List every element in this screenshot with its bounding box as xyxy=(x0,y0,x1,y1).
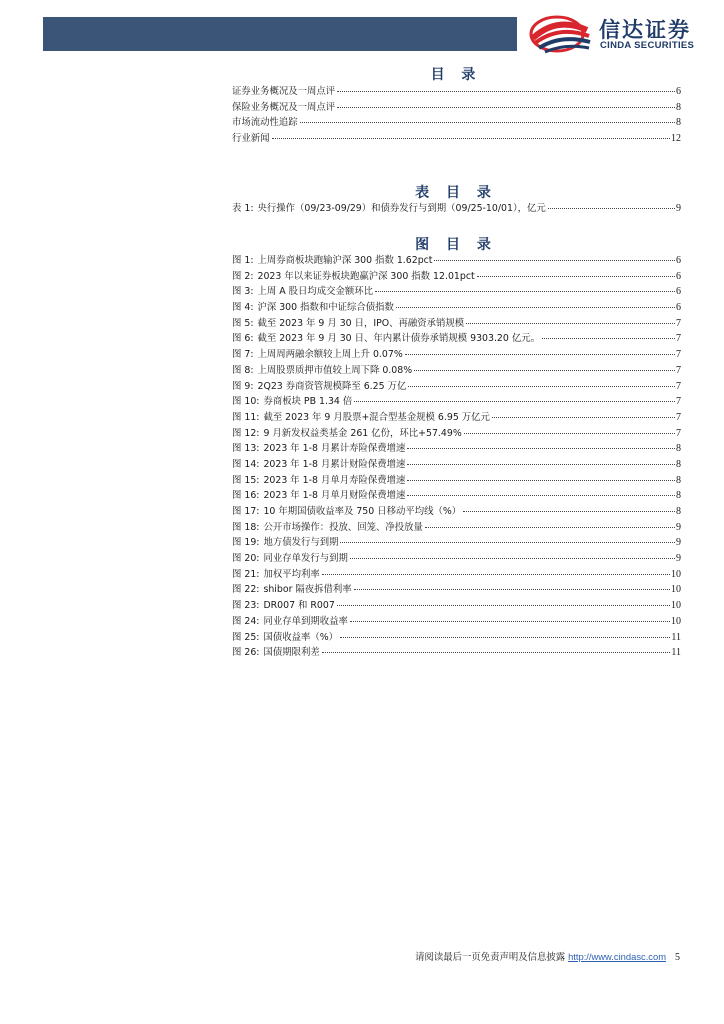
figure-entry[interactable] xyxy=(232,330,681,346)
figure-entry-page-number: 8 xyxy=(676,443,681,455)
table-entry-page-number: 9 xyxy=(676,203,681,214)
dot-leader xyxy=(322,652,671,653)
cinda-logo-icon xyxy=(527,12,593,54)
figure-entry-page-number: 11 xyxy=(671,631,681,643)
figure-entry-text: 截至 2023 年 9 月 30 日，IPO、再融资承销规模 xyxy=(257,317,465,329)
dot-leader xyxy=(354,589,670,590)
toc-entry-text: 市场流动性追踪 xyxy=(232,117,298,129)
figure-entry-text: 上周 A 股日均成交金额环比 xyxy=(257,286,373,298)
figure-entry-label: 图 8: xyxy=(232,364,254,376)
figure-entry-text: 国债期限利差 xyxy=(263,647,320,659)
figure-entry[interactable] xyxy=(232,378,681,394)
dot-leader xyxy=(477,276,675,277)
figure-entry-text: 2023 年以来证券板块跑赢沪深 300 指数 12.01pct xyxy=(257,270,475,282)
figure-entry-page-number: 9 xyxy=(676,521,681,533)
figure-entry-text: 2023 年 1-8 月单月寿险保费增速 xyxy=(263,474,406,486)
dot-leader xyxy=(350,621,670,622)
dot-leader xyxy=(425,527,675,528)
toc-entry-page-number: 6 xyxy=(676,86,681,97)
figure-entry-label: 图 25: xyxy=(232,631,260,643)
dot-leader xyxy=(396,307,675,308)
toc-title: 目 录 xyxy=(430,67,482,83)
figure-entry-text: 上周股票质押市值较上周下降 0.08% xyxy=(257,364,413,376)
dot-leader xyxy=(464,433,675,434)
figure-entry-label: 图 22: xyxy=(232,584,260,596)
figure-entry[interactable] xyxy=(232,440,681,456)
figure-entry[interactable] xyxy=(232,487,681,503)
dot-leader xyxy=(407,448,675,449)
figure-entry-label: 图 10: xyxy=(232,396,260,408)
figure-entry-text: 加权平均利率 xyxy=(263,568,320,580)
figure-entry-page-number: 7 xyxy=(676,364,681,376)
figure-entry[interactable] xyxy=(232,534,681,550)
figure-entry-page-number: 6 xyxy=(676,270,681,282)
figure-entry-page-number: 9 xyxy=(676,553,681,565)
brand-name-cn: 信达证券 xyxy=(599,18,691,42)
figure-entry[interactable] xyxy=(232,252,681,268)
figure-entry-label: 图 26: xyxy=(232,647,260,659)
figure-entry-text: 沪深 300 指数和中证综合债指数 xyxy=(257,302,394,314)
toc-entry[interactable] xyxy=(232,99,681,115)
figure-entry-label: 图 3: xyxy=(232,286,254,298)
figure-entry-label: 图 20: xyxy=(232,553,260,565)
toc-entry-page-number: 8 xyxy=(676,101,681,113)
figure-entry-page-number: 7 xyxy=(676,349,681,361)
figure-entry-text: 10 年期国债收益率及 750 日移动平均线（%） xyxy=(263,506,462,517)
figure-entry-label: 图 14: xyxy=(232,458,260,470)
figure-entry[interactable] xyxy=(232,315,681,331)
toc-entry[interactable] xyxy=(232,83,681,99)
dot-leader xyxy=(337,107,675,108)
figure-entry-label: 图 7: xyxy=(232,349,254,361)
dot-leader xyxy=(300,122,675,123)
dot-leader xyxy=(322,574,670,575)
figure-entry[interactable] xyxy=(232,362,681,378)
figure-entry[interactable] xyxy=(232,283,681,299)
figure-entry-page-number: 7 xyxy=(676,427,681,439)
figure-entry[interactable] xyxy=(232,581,681,597)
figure-entry-text: 公开市场操作：投放、回笼、净投放量 xyxy=(263,521,423,533)
figure-entry-page-number: 10 xyxy=(671,568,681,580)
figure-entry-page-number: 8 xyxy=(676,474,681,486)
figure-entry-page-number: 8 xyxy=(676,458,681,470)
tables-title: 表 目 录 xyxy=(415,185,497,201)
dot-leader xyxy=(466,323,675,324)
dot-leader xyxy=(350,558,675,559)
figure-entry-label: 图 5: xyxy=(232,317,254,329)
figure-entry[interactable] xyxy=(232,613,681,629)
figure-entry-page-number: 8 xyxy=(676,490,681,502)
figure-entry-label: 图 15: xyxy=(232,474,260,486)
figure-entry[interactable] xyxy=(232,550,681,566)
footer-disclaimer: 请阅读最后一页免责声明及信息披露 xyxy=(415,952,566,963)
figure-entry-text: DR007 和 R007 xyxy=(263,600,335,612)
dot-leader xyxy=(548,208,675,209)
toc-entry-page-number: 8 xyxy=(676,117,681,129)
figure-entry-page-number: 11 xyxy=(671,647,681,659)
figure-entry-label: 图 23: xyxy=(232,600,260,612)
figure-entry-label: 图 21: xyxy=(232,568,260,580)
figure-entry-label: 图 18: xyxy=(232,521,260,533)
figure-entry-text: shibor 隔夜拆借利率 xyxy=(263,584,352,596)
figure-entry-label: 图 24: xyxy=(232,615,260,627)
figure-entry-label: 图 4: xyxy=(232,302,254,314)
figure-entry-page-number: 7 xyxy=(676,333,681,345)
figure-entry[interactable] xyxy=(232,629,681,645)
dot-leader xyxy=(337,605,670,606)
brand-name-en: CINDA SECURITIES xyxy=(600,40,695,51)
dot-leader xyxy=(375,291,675,292)
table-entry-text: 央行操作（09/23-09/29）和债券发行与到期（09/25-10/01），亿元 xyxy=(257,203,546,214)
figure-entry-text: 2Q23 券商资管规模降至 6.25 万亿 xyxy=(257,380,407,392)
page-footer xyxy=(370,949,680,963)
figure-entry-text: 国债收益率（%） xyxy=(263,631,338,643)
toc-entry-page-number: 12 xyxy=(671,133,681,145)
dot-leader xyxy=(340,542,675,543)
figure-entry-page-number: 10 xyxy=(671,584,681,596)
toc-entry-text: 保险业务概况及一周点评 xyxy=(232,101,336,113)
dot-leader xyxy=(407,495,675,496)
figure-entry-text: 券商板块 PB 1.34 倍 xyxy=(263,396,353,408)
figure-entry-text: 上周券商板块跑输沪深 300 指数 1.62pct xyxy=(257,255,433,266)
dot-leader xyxy=(492,417,675,418)
figure-entry-text: 同业存单到期收益率 xyxy=(263,615,348,627)
figure-entry[interactable] xyxy=(232,503,681,519)
dot-leader xyxy=(434,260,675,261)
figure-entry-label: 图 1: xyxy=(232,255,254,266)
dot-leader xyxy=(463,511,675,512)
toc-entry[interactable] xyxy=(232,130,681,146)
table-entry-label: 表 1: xyxy=(232,203,254,214)
figure-entry-page-number: 6 xyxy=(676,255,681,266)
figure-entry[interactable] xyxy=(232,425,681,441)
figure-entry-text: 同业存单发行与到期 xyxy=(263,553,348,565)
figure-entry[interactable] xyxy=(232,299,681,315)
figure-entry[interactable] xyxy=(232,268,681,284)
toc-entry-text: 行业新闻 xyxy=(232,133,270,145)
figure-entry-page-number: 6 xyxy=(676,286,681,298)
figure-entry-page-number: 9 xyxy=(676,537,681,549)
figure-entry-text: 2023 年 1-8 月累计财险保费增速 xyxy=(263,458,406,470)
figure-entry-page-number: 7 xyxy=(676,317,681,329)
page-number: 5 xyxy=(675,952,680,963)
dot-leader xyxy=(405,354,675,355)
dot-leader xyxy=(542,338,675,339)
table-entry[interactable] xyxy=(232,200,681,216)
dot-leader xyxy=(407,464,675,465)
dot-leader xyxy=(407,480,675,481)
figure-entry[interactable] xyxy=(232,566,681,582)
figure-entry[interactable] xyxy=(232,346,681,362)
toc-entry-text: 证券业务概况及一周点评 xyxy=(232,86,336,97)
figure-entry-page-number: 8 xyxy=(676,506,681,517)
figure-entry[interactable] xyxy=(232,472,681,488)
figure-entry-label: 图 2: xyxy=(232,270,254,282)
figure-entry[interactable] xyxy=(232,393,681,409)
figure-entry-text: 地方债发行与到期 xyxy=(263,537,339,549)
dot-leader xyxy=(337,91,675,92)
figure-entry[interactable] xyxy=(232,644,681,660)
figure-entry[interactable] xyxy=(232,456,681,472)
figure-entry-label: 图 12: xyxy=(232,427,260,439)
figures-title: 图 目 录 xyxy=(415,237,497,253)
dot-leader xyxy=(414,370,675,371)
toc-entry[interactable] xyxy=(232,114,681,130)
figure-entry-page-number: 10 xyxy=(671,600,681,612)
figure-entry-page-number: 10 xyxy=(671,615,681,627)
figure-entry-page-number: 6 xyxy=(676,302,681,314)
figure-entry-text: 上周周两融余额较上周上升 0.07% xyxy=(257,349,403,361)
figure-entry-label: 图 19: xyxy=(232,537,260,549)
dot-leader xyxy=(354,401,675,402)
figure-entry-page-number: 7 xyxy=(676,396,681,408)
figure-entry-text: 9 月新发权益类基金 261 亿份，环比+57.49% xyxy=(263,427,462,439)
brand-logo xyxy=(527,12,707,54)
tables-list xyxy=(232,200,681,216)
figure-entry-label: 图 16: xyxy=(232,490,260,502)
dot-leader xyxy=(272,138,670,139)
figure-entry[interactable] xyxy=(232,409,681,425)
figure-entry-page-number: 7 xyxy=(676,380,681,392)
figures-list xyxy=(232,252,681,660)
figure-entry-text: 截至 2023 年 9 月 30 日、年内累计债券承销规模 9303.20 亿元。 xyxy=(257,333,540,345)
figure-entry[interactable] xyxy=(232,597,681,613)
figure-entry[interactable] xyxy=(232,519,681,535)
dot-leader xyxy=(408,386,675,387)
toc-list xyxy=(232,83,681,146)
figure-entry-label: 图 17: xyxy=(232,506,260,517)
figure-entry-page-number: 7 xyxy=(676,411,681,423)
figure-entry-text: 2023 年 1-8 月累计寿险保费增速 xyxy=(263,443,406,455)
figure-entry-label: 图 11: xyxy=(232,411,260,423)
figure-entry-label: 图 13: xyxy=(232,443,260,455)
figure-entry-label: 图 9: xyxy=(232,380,254,392)
figure-entry-text: 2023 年 1-8 月单月财险保费增速 xyxy=(263,490,406,502)
footer-url-link[interactable]: http://www.cindasc.com xyxy=(568,951,667,962)
figure-entry-text: 截至 2023 年 9 月股票+混合型基金规模 6.95 万亿元 xyxy=(263,411,490,423)
header-band xyxy=(43,17,517,51)
figure-entry-label: 图 6: xyxy=(232,333,254,345)
dot-leader xyxy=(340,637,670,638)
